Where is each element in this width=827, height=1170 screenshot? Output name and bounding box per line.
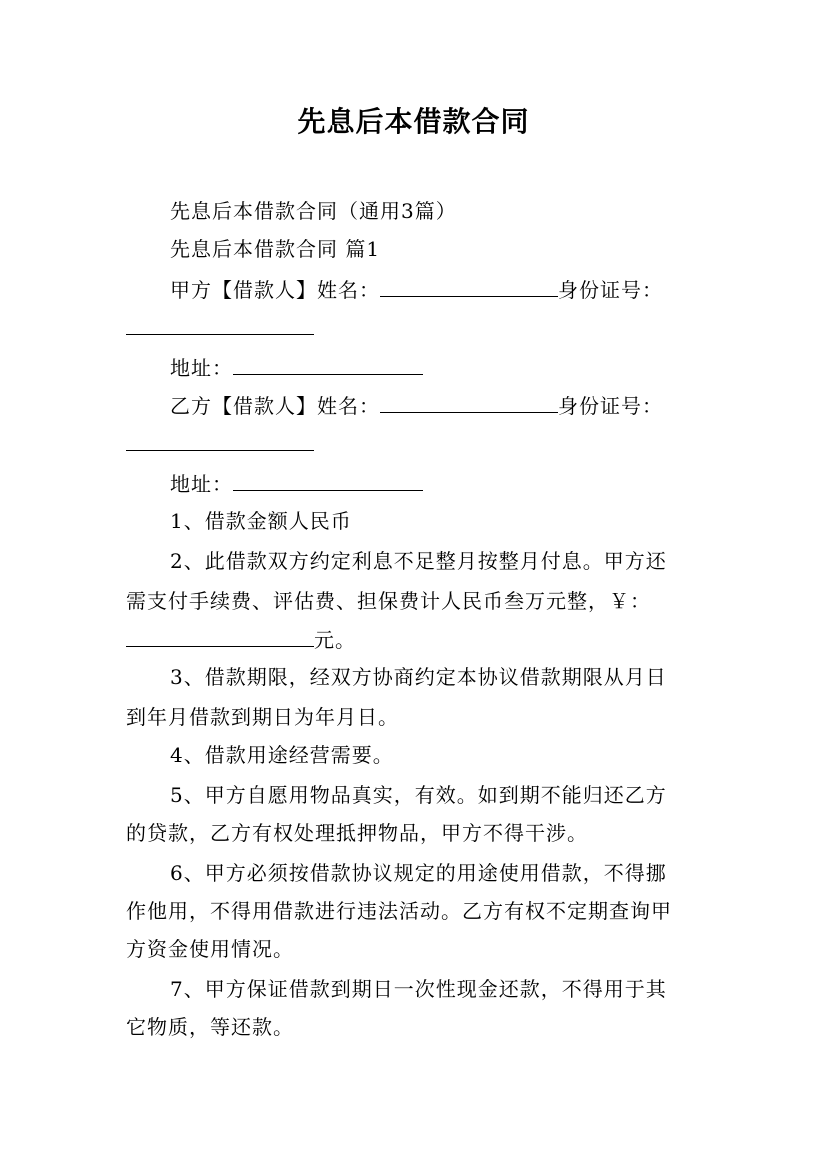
- party-b-id-label: 身份证号：: [558, 394, 663, 418]
- fee-amount-blank: [126, 624, 314, 647]
- party-a-address-blank: [233, 352, 423, 375]
- party-a-name-blank: [380, 274, 558, 297]
- party-b-address-blank: [233, 468, 423, 491]
- clause-2-line-2: 需支付手续费、评估费、担保费计人民币叁万元整，￥：: [126, 589, 651, 613]
- document-subtitle: 先息后本借款合同（通用3篇）: [170, 199, 457, 223]
- party-a-name-line: [170, 274, 663, 305]
- clause-4: 4、借款用途经营需要。: [170, 743, 394, 767]
- party-b-name-line: [170, 390, 663, 421]
- party-b-id-blank: [126, 428, 314, 451]
- clause-2-line-1: 2、此借款双方约定利息不足整月按整月付息。甲方还: [170, 549, 667, 573]
- party-a-id-label: 身份证号：: [558, 278, 663, 302]
- clause-6-line-2: 作他用，不得用借款进行违法活动。乙方有权不定期查询甲: [126, 899, 672, 923]
- party-a-address-line: [170, 352, 423, 383]
- clause-5-line-1: 5、甲方自愿用物品真实，有效。如到期不能归还乙方: [170, 783, 667, 807]
- clause-2-suffix: 元。: [314, 628, 356, 652]
- document-title: 先息后本借款合同: [297, 105, 530, 138]
- clause-5-line-2: 的贷款，乙方有权处理抵押物品，甲方不得干涉。: [126, 821, 588, 845]
- clause-6-line-3: 方资金使用情况。: [126, 937, 294, 961]
- clause-1: 1、借款金额人民币: [170, 509, 352, 533]
- clause-7-line-2: 它物质，等还款。: [126, 1015, 294, 1039]
- party-a-address-label: 地址：: [170, 356, 233, 380]
- clause-2-line-3: [126, 624, 356, 655]
- party-b-address-line: [170, 468, 423, 499]
- clause-3-line-1: 3、借款期限，经双方协商约定本协议借款期限从月日: [170, 665, 667, 689]
- clause-6-line-1: 6、甲方必须按借款协议规定的用途使用借款，不得挪: [170, 861, 667, 885]
- clause-7-line-1: 7、甲方保证借款到期日一次性现金还款，不得用于其: [170, 977, 667, 1001]
- party-a-id-blank: [126, 312, 314, 335]
- party-a-name-label: 甲方【借款人】姓名：: [170, 278, 380, 302]
- party-a-id-line: [126, 312, 314, 343]
- party-b-address-label: 地址：: [170, 472, 233, 496]
- party-b-id-line: [126, 428, 314, 459]
- party-b-name-blank: [380, 390, 558, 413]
- clause-3-line-2: 到年月借款到期日为年月日。: [126, 705, 399, 729]
- part-heading: 先息后本借款合同 篇1: [170, 237, 381, 261]
- party-b-name-label: 乙方【借款人】姓名：: [170, 394, 380, 418]
